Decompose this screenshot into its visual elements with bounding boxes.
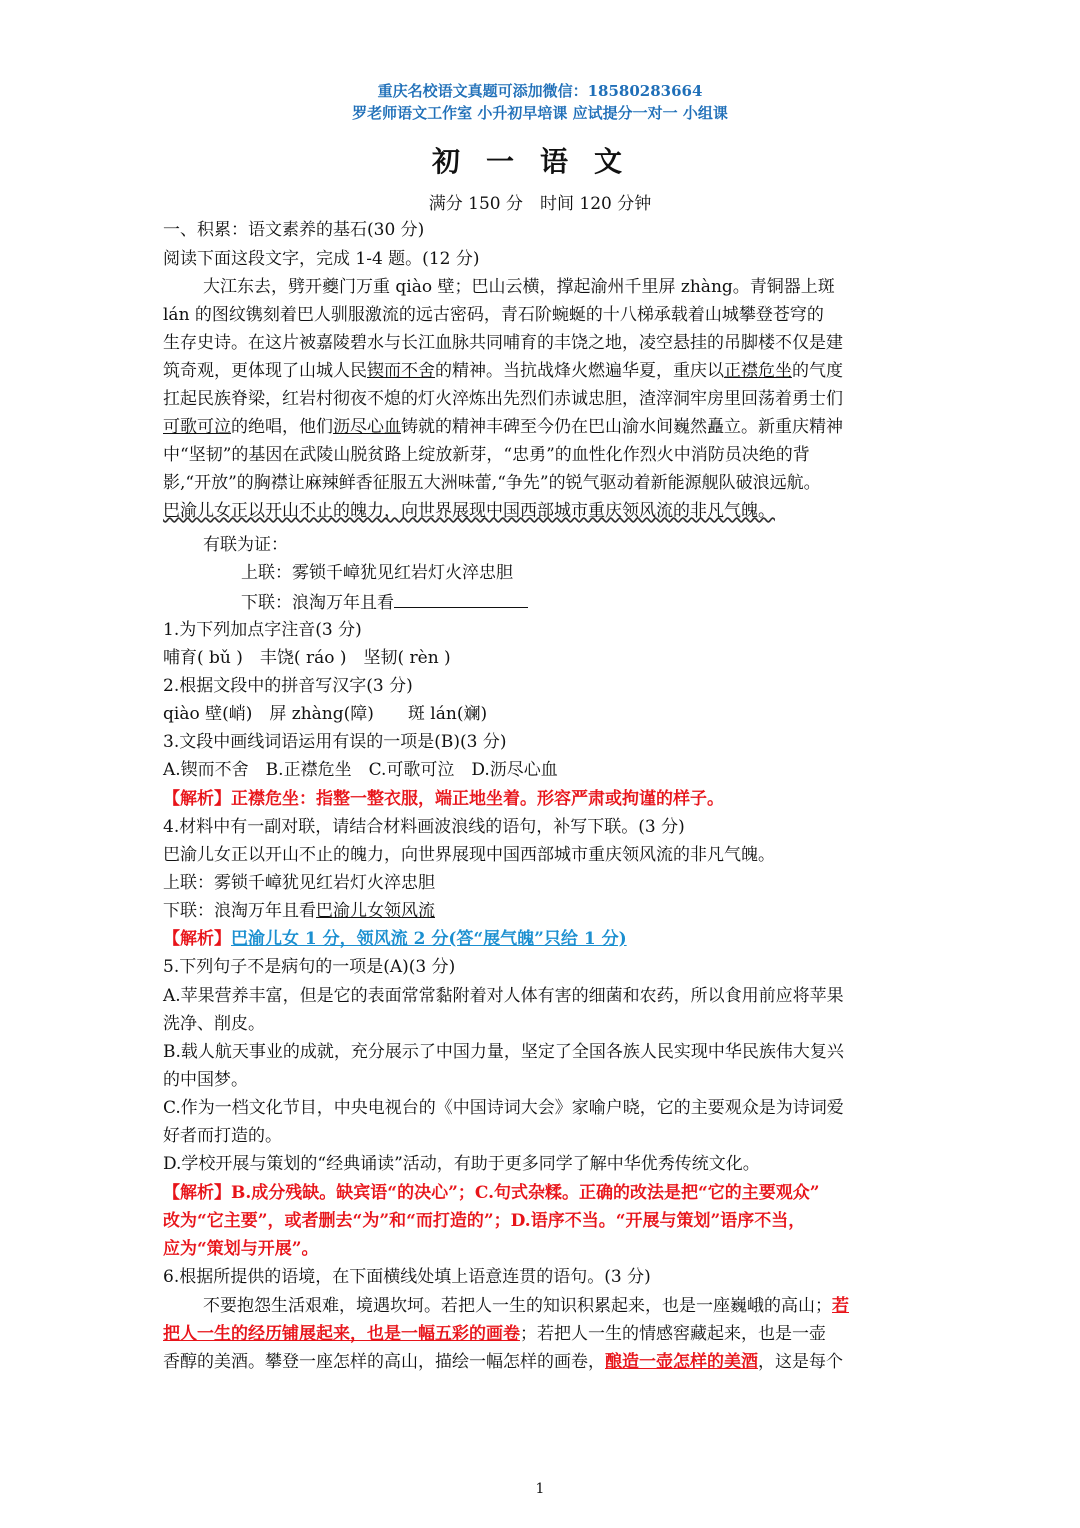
question-1: 1.为下列加点字注音(3 分) (163, 620, 362, 640)
option-b: B.载人航天事业的成就，充分展示了中国力量，坚定了全国各族人民实现中华民族伟大复兴 (163, 1042, 844, 1062)
passage-text: 铸就的精神丰碑至今仍在巴山渝水间巍然矗立。新重庆精神 (401, 417, 843, 437)
q6-answer: 若 (832, 1296, 849, 1316)
couplet-intro: 有联为证： (203, 535, 288, 555)
passage-line: 扛起民族脊梁，红岩村彻夜不熄的灯火淬炼出先烈们赤诚忠胆，渣滓洞牢房里回荡着勇士们 (163, 389, 843, 409)
q6-text: 香醇的美酒。攀登一座怎样的高山，描绘一幅怎样的画卷， (163, 1352, 605, 1372)
question-6-text (163, 1323, 923, 1345)
question-3-analysis: 【解析】正襟危坐：指整一整衣服，端正地坐着。形容严肃或拘谨的样子。 (163, 789, 724, 809)
underlined-term: 可歌可泣 (163, 417, 231, 437)
passage-line: 生存史诗。在这片被嘉陵碧水与长江血脉共同哺育的丰饶之地，凌空悬挂的吊脚楼不仅是建 (163, 333, 843, 353)
question-6: 6.根据所提供的语境，在下面横线处填上语意连贯的语句。(3 分) (163, 1267, 651, 1287)
option-b-cont: 的中国梦。 (163, 1070, 248, 1090)
question-1-answer: 哺育( bǔ ) 丰饶( ráo ) 坚韧( rèn ) (163, 648, 451, 668)
passage-line (163, 416, 923, 438)
couplet-lower (241, 591, 1001, 614)
analysis-text: 巴渝儿女 1 分，领风流 2 分(答“展气魄”只给 1 分) (231, 929, 627, 949)
option-c: C.作为一档文化节目，中央电视台的《中国诗词大会》家喻户晓，它的主要观众是为诗词爱 (163, 1098, 844, 1118)
passage-text: 筑奇观，更体现了山城人民 (163, 361, 367, 381)
q6-text: 不要抱怨生活艰难，境遇坎坷。若把人一生的知识积累起来，也是一座巍峨的高山； (203, 1296, 832, 1316)
question-6-text (163, 1351, 923, 1373)
question-5-analysis: 【解析】B.成分残缺。缺宾语“的决心”；C.句式杂糅。正确的改法是把“它的主要观众” (163, 1183, 820, 1203)
passage-line (163, 500, 923, 522)
q6-answer: 酿造一壶怎样的美酒 (605, 1352, 758, 1372)
passage-line: 影,“开放”的胸襟让麻辣鲜香征服五大洲味蕾,“争先”的锐气驱动着新能源舰队破浪远航。 (163, 473, 821, 493)
passage-line: 大江东去，劈开夔门万重 qiào 壁；巴山云横，撑起渝州千里屏 zhàng。青铜器上斑 (203, 277, 835, 297)
underlined-term: 沥尽心血 (333, 417, 401, 437)
header-contact: 重庆名校语文真题可添加微信：18580283664 (377, 82, 703, 100)
option-d: D.学校开展与策划的“经典诵读”活动，有助于更多同学了解中华优秀传统文化。 (163, 1154, 760, 1174)
question-5: 5.下列句子不是病句的一项是(A)(3 分) (163, 957, 456, 977)
option-c-cont: 好者而打造的。 (163, 1126, 282, 1146)
question-3: 3.文段中画线词语运用有误的一项是(B)(3 分) (163, 732, 507, 752)
question-2-answer: qiào 壁(峭) 屏 zhàng(障) 斑 lán(斓) (163, 704, 488, 724)
q6-text: ，这是每个 (758, 1352, 843, 1372)
underlined-term: 正襟危坐 (724, 361, 792, 381)
passage-text: 的精神。当抗战烽火燃遍华夏，重庆以 (435, 361, 724, 381)
question-2: 2.根据文段中的拼音写汉字(3 分) (163, 676, 413, 696)
page-number: 1 (535, 1481, 545, 1497)
question-4-quote: 巴渝儿女正以开山不止的魄力，向世界展现中国西部城市重庆领风流的非凡气魄。 (163, 845, 775, 865)
question-6-text (203, 1295, 963, 1317)
question-4-upper: 上联：雾锁千嶂犹见红岩灯火淬忠胆 (163, 873, 435, 893)
passage-text: 的绝唱，他们 (231, 417, 333, 437)
couplet-upper: 上联：雾锁千嶂犹见红岩灯火淬忠胆 (241, 563, 513, 583)
lower-answer: 巴渝儿女领风流 (316, 901, 435, 921)
passage-line: 中“坚韧”的基因在武陵山脱贫路上绽放新芽，“忠勇”的血性化作烈火中消防员决绝的背 (163, 445, 810, 465)
exam-info: 满分 150 分 时间 120 分钟 (428, 194, 652, 214)
q6-answer: 把人一生的经历铺展起来，也是一幅五彩的画卷 (163, 1324, 520, 1344)
option-a-cont: 洗净、削皮。 (163, 1014, 265, 1034)
question-3-options: A.锲而不舍 B.正襟危坐 C.可歌可泣 D.沥尽心血 (163, 760, 558, 780)
page-title: 初一语文 (431, 145, 648, 178)
wavy-underlined-sentence: 巴渝儿女正以开山不止的魄力，向世界展现中国西部城市重庆领风流的非凡气魄。 (163, 501, 775, 521)
underlined-term: 锲而不舍 (367, 361, 435, 381)
answer-blank (394, 591, 528, 608)
q6-text: ；若把人一生的情感窖藏起来，也是一壶 (520, 1324, 826, 1344)
passage-intro: 阅读下面这段文字，完成 1-4 题。(12 分) (163, 249, 480, 269)
question-4-analysis (163, 928, 923, 950)
header-studio: 罗老师语文工作室 小升初早培课 应试提分一对一 小组课 (352, 104, 728, 122)
passage-text: 的气度 (792, 361, 843, 381)
question-5-analysis: 应为“策划与开展”。 (163, 1239, 319, 1259)
option-a: A.苹果营养丰富，但是它的表面常常黏附着对人体有害的细菌和农药，所以食用前应将苹果 (163, 986, 844, 1006)
question-4: 4.材料中有一副对联，请结合材料画波浪线的语句，补写下联。(3 分) (163, 817, 685, 837)
passage-line (163, 360, 923, 382)
passage-line: lán 的图纹镌刻着巴人驯服激流的远古密码，青石阶蜿蜒的十八梯承载着山城攀登苍穹的 (163, 305, 824, 325)
couplet-lower-text: 下联：浪淘万年且看 (241, 593, 394, 613)
lower-prefix: 下联：浪淘万年且看 (163, 901, 316, 921)
question-4-lower (163, 900, 923, 922)
section-heading: 一、积累：语文素养的基石(30 分) (163, 220, 425, 240)
analysis-tag: 【解析】 (163, 929, 231, 949)
question-5-analysis: 改为“它主要”，或者删去“为”和“而打造的”；D.语序不当。“开展与策划”语序不当， (163, 1211, 806, 1231)
